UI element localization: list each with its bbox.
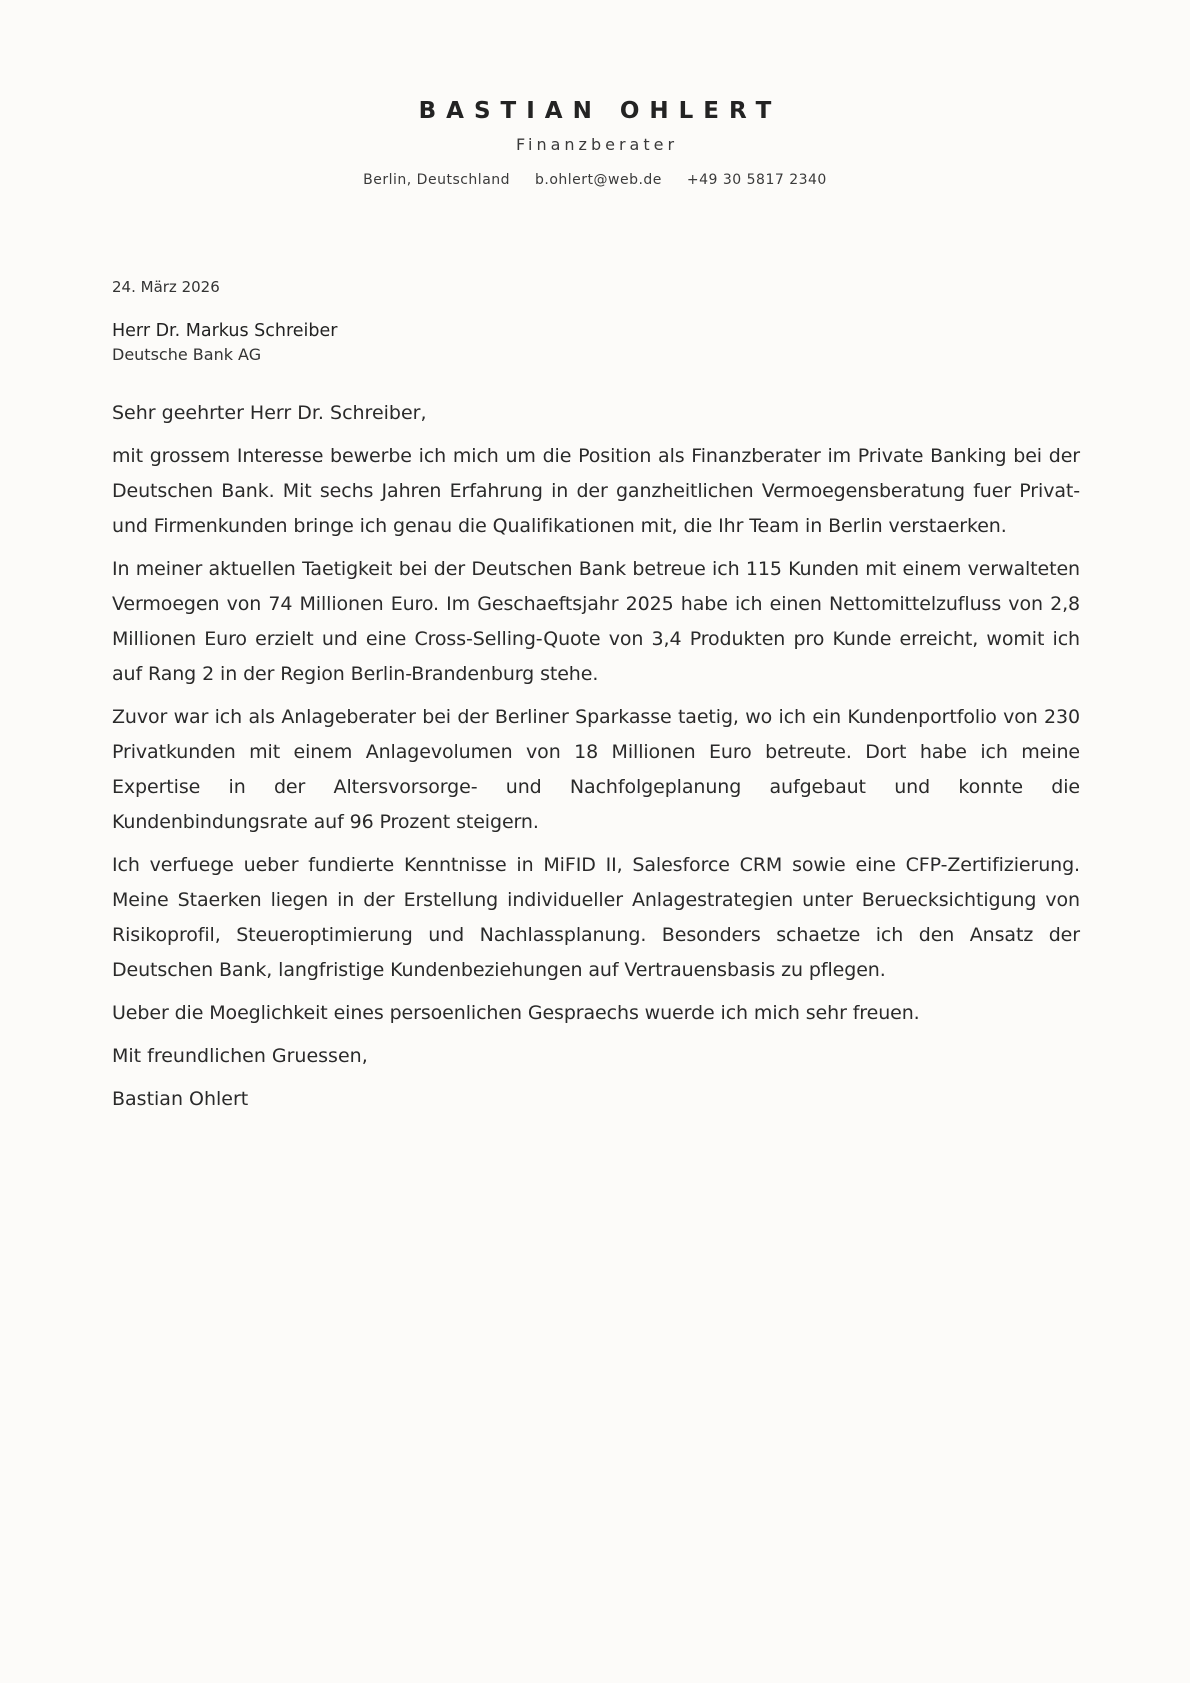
- letter-date: 24. März 2026: [112, 278, 220, 296]
- body-paragraph: Ich verfuege ueber fundierte Kenntnisse in MiFID II, Salesforce CRM sowie eine CFP-Zertifizierung. Meine Staerken liegen in der Erstellung individueller Anlagestrategien unter Beruecksichtigung von Risikoprofil, Steueroptimierung und Nachlassplanung. Besonders schaetze ich den Ansatz der Deutschen Bank, langfristige Kundenbeziehungen auf Vertrauensbasis zu pflegen.: [112, 854, 1080, 981]
- sender-phone: +49 30 5817 2340: [686, 172, 827, 188]
- sender-location: Berlin, Deutschland: [363, 172, 511, 188]
- recipient-company: Deutsche Bank AG: [112, 345, 262, 364]
- body-paragraph: Zuvor war ich als Anlageberater bei der Berliner Sparkasse taetig, wo ich ein Kundenportfolio von 230 Privatkunden mit einem Anlagevolumen von 18 Millionen Euro betreute. Dort habe ich meine Expertise in der Altersvorsorge- und Nachfolgeplanung aufgebaut und konnte die Kundenbindungsrate auf 96 Prozent steigern.: [112, 706, 1080, 833]
- sender-contact: [0, 170, 1190, 190]
- sender-email: b.ohlert@web.de: [534, 172, 662, 188]
- recipient-name: Herr Dr. Markus Schreiber: [112, 321, 338, 341]
- sender-role: Finanzberater: [515, 135, 679, 154]
- body-paragraph: Ueber die Moeglichkeit eines persoenlichen Gespraechs wuerde ich mich sehr freuen.: [112, 1002, 920, 1024]
- body-paragraph: mit grossem Interesse bewerbe ich mich um die Position als Finanzberater im Private Banking bei der Deutschen Bank. Mit sechs Jahren Erfahrung in der ganzheitlichen Vermoegensberatung fuer Privat- und Firmenkunden bringe ich genau die Qualifikationen mit, die Ihr Team in Berlin verstaerken.: [112, 445, 1080, 537]
- sender-name: BASTIAN OHLERT: [418, 98, 782, 124]
- signature: Bastian Ohlert: [112, 1088, 249, 1110]
- recipient-block: [112, 318, 1080, 366]
- letter-header: [0, 96, 1190, 190]
- body-paragraph: In meiner aktuellen Taetigkeit bei der Deutschen Bank betreue ich 115 Kunden mit einem verwalteten Vermoegen von 74 Millionen Euro. Im Geschaeftsjahr 2025 habe ich einen Nettomittelzufluss von 2,8 Millionen Euro erzielt und eine Cross-Selling-Quote von 3,4 Produkten pro Kunde erreicht, womit ich auf Rang 2 in der Region Berlin-Brandenburg stehe.: [112, 558, 1080, 685]
- letter-body: [112, 276, 1080, 1117]
- salutation: Sehr geehrter Herr Dr. Schreiber,: [112, 402, 427, 424]
- closing: Mit freundlichen Gruessen,: [112, 1045, 368, 1067]
